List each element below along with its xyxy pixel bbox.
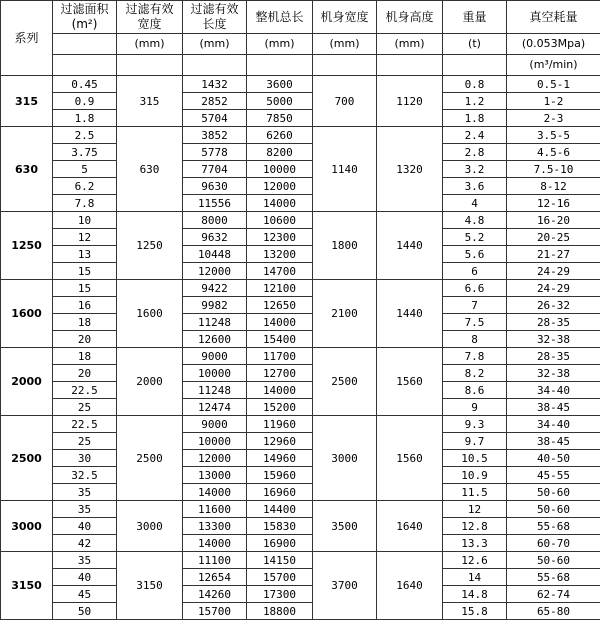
weight-cell: 13.3 — [443, 535, 507, 552]
total-length-cell: 16960 — [247, 484, 313, 501]
table-row — [1, 603, 600, 620]
length-cell: 11248 — [183, 382, 247, 399]
table-row — [1, 484, 600, 501]
width-cell: 1250 — [117, 212, 183, 280]
table-row — [1, 382, 600, 399]
body-height-cell: 1640 — [377, 552, 443, 620]
length-cell: 5704 — [183, 110, 247, 127]
table-row — [1, 246, 600, 263]
table-row — [1, 433, 600, 450]
weight-cell: 2.4 — [443, 127, 507, 144]
table-row — [1, 348, 600, 365]
area-cell: 35 — [53, 552, 117, 569]
total-length-cell: 14000 — [247, 195, 313, 212]
area-cell: 5 — [53, 161, 117, 178]
weight-cell: 12.8 — [443, 518, 507, 535]
area-cell: 1.8 — [53, 110, 117, 127]
total-length-cell: 12300 — [247, 229, 313, 246]
header-blank — [183, 55, 247, 76]
weight-cell: 7.8 — [443, 348, 507, 365]
area-cell: 13 — [53, 246, 117, 263]
table-row — [1, 195, 600, 212]
total-length-cell: 12960 — [247, 433, 313, 450]
header-series: 系列 — [1, 1, 53, 76]
total-length-cell: 17300 — [247, 586, 313, 603]
area-cell: 18 — [53, 348, 117, 365]
weight-cell: 4 — [443, 195, 507, 212]
total-length-cell: 7850 — [247, 110, 313, 127]
header-row-1 — [1, 1, 600, 34]
series-cell: 315 — [1, 76, 53, 127]
table-row — [1, 416, 600, 433]
table-row — [1, 280, 600, 297]
weight-cell: 9.7 — [443, 433, 507, 450]
table-row — [1, 467, 600, 484]
total-length-cell: 5000 — [247, 93, 313, 110]
total-length-cell: 16900 — [247, 535, 313, 552]
table-row — [1, 263, 600, 280]
table-row — [1, 229, 600, 246]
header-width: 过滤有效 宽度 — [117, 1, 183, 34]
air-cell: 40-50 — [507, 450, 600, 467]
header-air-unit-2: (m³/min) — [507, 55, 600, 76]
area-cell: 35 — [53, 501, 117, 518]
area-cell: 18 — [53, 314, 117, 331]
header-air: 真空耗量 — [507, 1, 600, 34]
weight-cell: 15.8 — [443, 603, 507, 620]
header-blank — [53, 55, 117, 76]
weight-cell: 5.2 — [443, 229, 507, 246]
table-row — [1, 93, 600, 110]
length-cell: 12000 — [183, 263, 247, 280]
area-cell: 25 — [53, 433, 117, 450]
area-cell: 30 — [53, 450, 117, 467]
header-weight-unit: (t) — [443, 34, 507, 55]
body-height-cell: 1320 — [377, 127, 443, 212]
body-width-cell: 3000 — [313, 416, 377, 501]
length-cell: 11100 — [183, 552, 247, 569]
total-length-cell: 11960 — [247, 416, 313, 433]
total-length-cell: 14000 — [247, 382, 313, 399]
area-cell: 12 — [53, 229, 117, 246]
air-cell: 21-27 — [507, 246, 600, 263]
weight-cell: 6.6 — [443, 280, 507, 297]
area-cell: 25 — [53, 399, 117, 416]
series-cell: 3000 — [1, 501, 53, 552]
weight-cell: 9 — [443, 399, 507, 416]
area-cell: 22.5 — [53, 382, 117, 399]
total-length-cell: 6260 — [247, 127, 313, 144]
area-cell: 7.8 — [53, 195, 117, 212]
body-height-cell: 1440 — [377, 212, 443, 280]
table-row — [1, 212, 600, 229]
table-row — [1, 314, 600, 331]
header-blank — [443, 55, 507, 76]
area-cell: 22.5 — [53, 416, 117, 433]
series-cell: 1600 — [1, 280, 53, 348]
weight-cell: 7.5 — [443, 314, 507, 331]
total-length-cell: 15700 — [247, 569, 313, 586]
header-total-length-unit: (mm) — [247, 34, 313, 55]
total-length-cell: 15960 — [247, 467, 313, 484]
length-cell: 9630 — [183, 178, 247, 195]
table-row — [1, 365, 600, 382]
header-blank — [117, 55, 183, 76]
table-row — [1, 331, 600, 348]
length-cell: 1432 — [183, 76, 247, 93]
body-height-cell: 1120 — [377, 76, 443, 127]
area-cell: 6.2 — [53, 178, 117, 195]
area-cell: 0.9 — [53, 93, 117, 110]
width-cell: 630 — [117, 127, 183, 212]
length-cell: 12474 — [183, 399, 247, 416]
length-cell: 14000 — [183, 484, 247, 501]
air-cell: 28-35 — [507, 314, 600, 331]
area-cell: 35 — [53, 484, 117, 501]
length-cell: 10448 — [183, 246, 247, 263]
area-cell: 15 — [53, 263, 117, 280]
weight-cell: 8 — [443, 331, 507, 348]
air-cell: 1-2 — [507, 93, 600, 110]
total-length-cell: 12700 — [247, 365, 313, 382]
width-cell: 2000 — [117, 348, 183, 416]
length-cell: 12000 — [183, 450, 247, 467]
length-cell: 9422 — [183, 280, 247, 297]
air-cell: 34-40 — [507, 416, 600, 433]
table-row — [1, 586, 600, 603]
total-length-cell: 14960 — [247, 450, 313, 467]
area-cell: 3.75 — [53, 144, 117, 161]
total-length-cell: 12100 — [247, 280, 313, 297]
table-row — [1, 569, 600, 586]
length-cell: 12600 — [183, 331, 247, 348]
total-length-cell: 13200 — [247, 246, 313, 263]
air-cell: 55-68 — [507, 518, 600, 535]
total-length-cell: 14150 — [247, 552, 313, 569]
body-height-cell: 1560 — [377, 416, 443, 501]
header-area-blank — [53, 34, 117, 55]
weight-cell: 2.8 — [443, 144, 507, 161]
header-blank — [377, 55, 443, 76]
weight-cell: 5.6 — [443, 246, 507, 263]
body-width-cell: 700 — [313, 76, 377, 127]
width-cell: 3000 — [117, 501, 183, 552]
air-cell: 20-25 — [507, 229, 600, 246]
table-row — [1, 552, 600, 569]
area-cell: 20 — [53, 331, 117, 348]
header-body-width: 机身宽度 — [313, 1, 377, 34]
total-length-cell: 12650 — [247, 297, 313, 314]
total-length-cell: 14400 — [247, 501, 313, 518]
table-row — [1, 110, 600, 127]
air-cell: 0.5-1 — [507, 76, 600, 93]
weight-cell: 6 — [443, 263, 507, 280]
total-length-cell: 18800 — [247, 603, 313, 620]
header-length-unit: (mm) — [183, 34, 247, 55]
area-cell: 15 — [53, 280, 117, 297]
body-height-cell: 1560 — [377, 348, 443, 416]
area-cell: 10 — [53, 212, 117, 229]
length-cell: 2852 — [183, 93, 247, 110]
table-row — [1, 161, 600, 178]
weight-cell: 14 — [443, 569, 507, 586]
width-cell: 2500 — [117, 416, 183, 501]
area-cell: 16 — [53, 297, 117, 314]
area-cell: 45 — [53, 586, 117, 603]
air-cell: 32-38 — [507, 365, 600, 382]
header-weight: 重量 — [443, 1, 507, 34]
air-cell: 50-60 — [507, 484, 600, 501]
weight-cell: 12.6 — [443, 552, 507, 569]
header-body-height: 机身高度 — [377, 1, 443, 34]
air-cell: 50-60 — [507, 501, 600, 518]
area-cell: 40 — [53, 518, 117, 535]
total-length-cell: 12000 — [247, 178, 313, 195]
air-cell: 7.5-10 — [507, 161, 600, 178]
weight-cell: 7 — [443, 297, 507, 314]
length-cell: 9982 — [183, 297, 247, 314]
length-cell: 11600 — [183, 501, 247, 518]
body-width-cell: 2100 — [313, 280, 377, 348]
weight-cell: 4.8 — [443, 212, 507, 229]
length-cell: 13000 — [183, 467, 247, 484]
weight-cell: 11.5 — [443, 484, 507, 501]
length-cell: 7704 — [183, 161, 247, 178]
area-cell: 20 — [53, 365, 117, 382]
header-body-height-unit: (mm) — [377, 34, 443, 55]
length-cell: 9000 — [183, 416, 247, 433]
air-cell: 4.5-6 — [507, 144, 600, 161]
air-cell: 34-40 — [507, 382, 600, 399]
air-cell: 3.5-5 — [507, 127, 600, 144]
spec-table-body — [1, 76, 600, 620]
air-cell: 16-20 — [507, 212, 600, 229]
length-cell: 11248 — [183, 314, 247, 331]
series-cell: 630 — [1, 127, 53, 212]
total-length-cell: 15400 — [247, 331, 313, 348]
header-row-3 — [1, 55, 600, 76]
header-length: 过滤有效 长度 — [183, 1, 247, 34]
width-cell: 315 — [117, 76, 183, 127]
total-length-cell: 3600 — [247, 76, 313, 93]
air-cell: 50-60 — [507, 552, 600, 569]
series-cell: 2000 — [1, 348, 53, 416]
table-row — [1, 399, 600, 416]
total-length-cell: 15200 — [247, 399, 313, 416]
length-cell: 3852 — [183, 127, 247, 144]
header-total-length: 整机总长 — [247, 1, 313, 34]
area-cell: 32.5 — [53, 467, 117, 484]
length-cell: 15700 — [183, 603, 247, 620]
air-cell: 2-3 — [507, 110, 600, 127]
air-cell: 65-80 — [507, 603, 600, 620]
length-cell: 9632 — [183, 229, 247, 246]
body-width-cell: 3500 — [313, 501, 377, 552]
body-width-cell: 3700 — [313, 552, 377, 620]
weight-cell: 1.8 — [443, 110, 507, 127]
table-row — [1, 144, 600, 161]
length-cell: 8000 — [183, 212, 247, 229]
length-cell: 11556 — [183, 195, 247, 212]
air-cell: 28-35 — [507, 348, 600, 365]
air-cell: 8-12 — [507, 178, 600, 195]
air-cell: 38-45 — [507, 399, 600, 416]
header-body-width-unit: (mm) — [313, 34, 377, 55]
header-blank — [247, 55, 313, 76]
width-cell: 3150 — [117, 552, 183, 620]
header-blank — [313, 55, 377, 76]
weight-cell: 12 — [443, 501, 507, 518]
air-cell: 12-16 — [507, 195, 600, 212]
table-row — [1, 518, 600, 535]
total-length-cell: 14700 — [247, 263, 313, 280]
length-cell: 12654 — [183, 569, 247, 586]
total-length-cell: 15830 — [247, 518, 313, 535]
table-row — [1, 450, 600, 467]
total-length-cell: 10600 — [247, 212, 313, 229]
total-length-cell: 8200 — [247, 144, 313, 161]
weight-cell: 14.8 — [443, 586, 507, 603]
header-width-unit: (mm) — [117, 34, 183, 55]
table-row — [1, 76, 600, 93]
length-cell: 14000 — [183, 535, 247, 552]
series-cell: 3150 — [1, 552, 53, 620]
weight-cell: 8.6 — [443, 382, 507, 399]
body-height-cell: 1440 — [377, 280, 443, 348]
area-cell: 40 — [53, 569, 117, 586]
weight-cell: 8.2 — [443, 365, 507, 382]
air-cell: 38-45 — [507, 433, 600, 450]
header-air-unit: (0.053Mpa) — [507, 34, 600, 55]
weight-cell: 10.9 — [443, 467, 507, 484]
total-length-cell: 11700 — [247, 348, 313, 365]
table-row — [1, 178, 600, 195]
header-area: 过滤面积 (m²) — [53, 1, 117, 34]
length-cell: 9000 — [183, 348, 247, 365]
series-cell: 1250 — [1, 212, 53, 280]
weight-cell: 9.3 — [443, 416, 507, 433]
body-height-cell: 1640 — [377, 501, 443, 552]
length-cell: 14260 — [183, 586, 247, 603]
total-length-cell: 10000 — [247, 161, 313, 178]
weight-cell: 3.6 — [443, 178, 507, 195]
weight-cell: 10.5 — [443, 450, 507, 467]
weight-cell: 1.2 — [443, 93, 507, 110]
body-width-cell: 1800 — [313, 212, 377, 280]
weight-cell: 0.8 — [443, 76, 507, 93]
series-cell: 2500 — [1, 416, 53, 501]
weight-cell: 3.2 — [443, 161, 507, 178]
body-width-cell: 2500 — [313, 348, 377, 416]
body-width-cell: 1140 — [313, 127, 377, 212]
table-row — [1, 501, 600, 518]
air-cell: 24-29 — [507, 263, 600, 280]
air-cell: 60-70 — [507, 535, 600, 552]
air-cell: 55-68 — [507, 569, 600, 586]
table-row — [1, 127, 600, 144]
table-row — [1, 297, 600, 314]
air-cell: 45-55 — [507, 467, 600, 484]
air-cell: 62-74 — [507, 586, 600, 603]
air-cell: 32-38 — [507, 331, 600, 348]
air-cell: 26-32 — [507, 297, 600, 314]
length-cell: 10000 — [183, 433, 247, 450]
table-row — [1, 535, 600, 552]
area-cell: 2.5 — [53, 127, 117, 144]
total-length-cell: 14000 — [247, 314, 313, 331]
area-cell: 50 — [53, 603, 117, 620]
area-cell: 42 — [53, 535, 117, 552]
length-cell: 13300 — [183, 518, 247, 535]
width-cell: 1600 — [117, 280, 183, 348]
length-cell: 10000 — [183, 365, 247, 382]
air-cell: 24-29 — [507, 280, 600, 297]
length-cell: 5778 — [183, 144, 247, 161]
header-row-2 — [1, 34, 600, 55]
area-cell: 0.45 — [53, 76, 117, 93]
